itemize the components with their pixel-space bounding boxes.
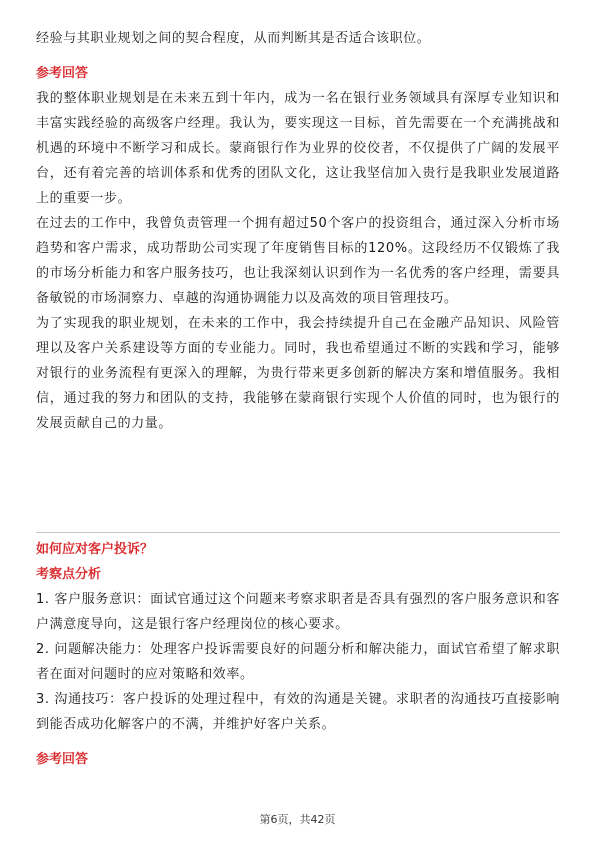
question-section <box>36 537 560 772</box>
reference-answer-heading-2: 参考回答 <box>36 752 89 767</box>
answer-paragraph-2: 在过去的工作中，我曾负责管理一个拥有超过50个客户的投资组合，通过深入分析市场趋势和客户需求，成功帮助公司实现了年度销售目标的120%。这段经历不仅锻炼了我的市场分析能力和客户服务技巧，也让我深刻认识到作为一名优秀的客户经理，需要具备敏锐的市场洞察力、卓越的沟通协调能力以及高效的项目管理技巧。 <box>36 216 560 306</box>
question-title: 如何应对客户投诉？ <box>36 542 154 557</box>
analysis-point-3: 3. 沟通技巧：客户投诉的处理过程中，有效的沟通是关键。求职者的沟通技巧直接影响到能否成功化解客户的不满，并维护好客户关系。 <box>36 692 560 732</box>
answer-paragraph-1: 我的整体职业规划是在未来五到十年内，成为一名在银行业务领域具有深厚专业知识和丰富实践经验的高级客户经理。我认为，要实现这一目标，首先需要在一个充满挑战和机遇的环境中不断学习和成长。蒙商银行作为业界的佼佼者，不仅提供了广阔的发展平台，还有着完善的培训体系和优秀的团队文化，这让我坚信加入贵行是我职业发展道路上的重要一步。 <box>36 91 560 206</box>
page-content <box>36 26 560 436</box>
analysis-point-2: 2. 问题解决能力：处理客户投诉需要良好的问题分析和解决能力，面试官希望了解求职者在面对问题时的应对策略和效率。 <box>36 642 560 682</box>
section-divider <box>36 532 560 533</box>
answer-paragraph-3: 为了实现我的职业规划，在未来的工作中，我会持续提升自己在金融产品知识、风险管理以及客户关系建设等方面的专业能力。同时，我也希望通过不断的实践和学习，能够对银行的业务流程有更深入的理解，为贵行带来更多创新的解决方案和增值服务。我相信，通过我的努力和团队的支持，我能够在蒙商银行实现个人价值的同时，也为银行的发展贡献自己的力量。 <box>36 316 560 431</box>
page-number-footer: 第6页，共42页 <box>259 813 336 826</box>
reference-answer-heading: 参考回答 <box>36 66 89 81</box>
analysis-point-1: 1. 客户服务意识：面试官通过这个问题来考察求职者是否具有强烈的客户服务意识和客户满意度导向，这是银行客户经理岗位的核心要求。 <box>36 592 560 632</box>
intro-tail-paragraph: 经验与其职业规划之间的契合程度，从而判断其是否适合该职位。 <box>36 31 431 46</box>
analysis-heading: 考察点分析 <box>36 567 102 582</box>
